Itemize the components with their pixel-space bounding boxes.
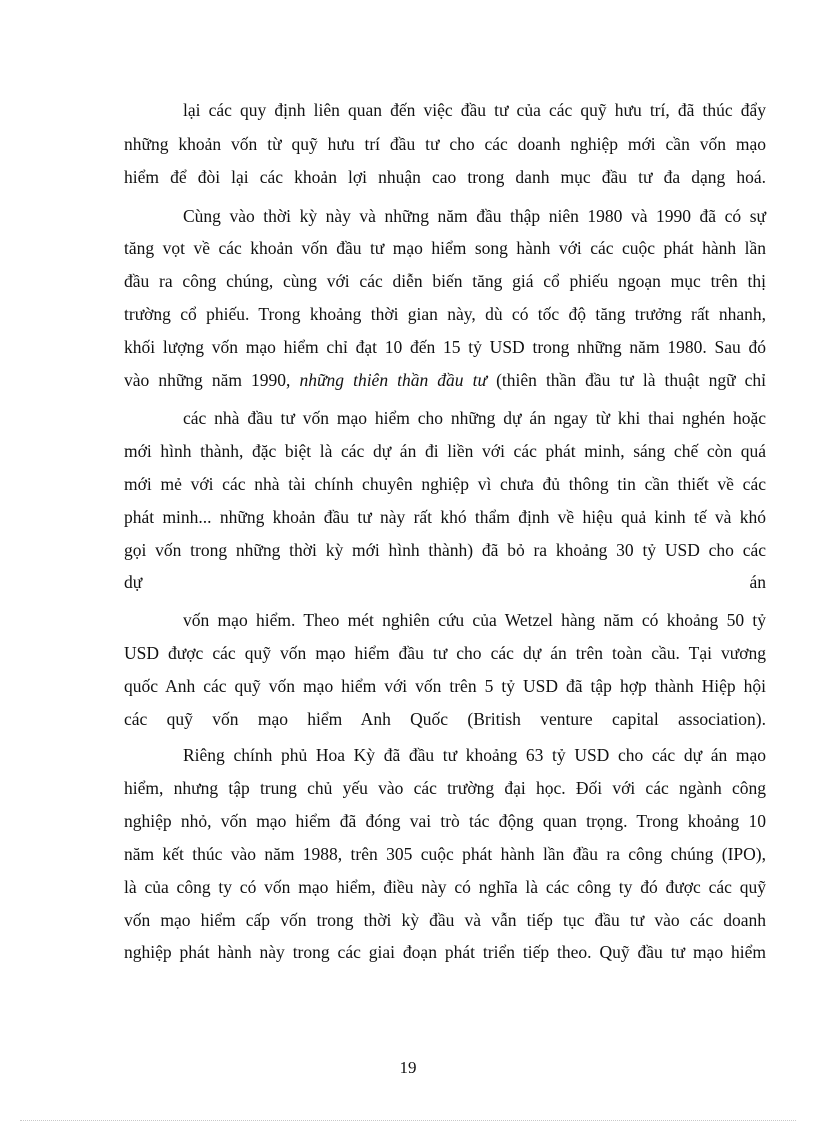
spread-line — [124, 571, 766, 593]
paragraph-line: tăng vọt về các khoản vốn đầu tư mạo hiểm song hành với các cuộc phát hành lần — [124, 238, 766, 258]
paragraph-line: các nhà đầu tư vốn mạo hiểm cho những dự án ngay từ khi thai nghén hoặc — [183, 408, 766, 428]
paragraph-line: năm kết thúc vào năm 1988, trên 305 cuộc phát hành lần đầu ra công chúng (IPO), — [124, 844, 766, 864]
page-number: 19 — [399, 1058, 417, 1077]
italic-term: những thiên thần đầu tư — [299, 370, 488, 390]
paragraph-line: các quỹ vốn mạo hiểm Anh Quốc (British venture capital association). — [124, 709, 766, 729]
paragraph-line: quốc Anh các quỹ vốn mạo hiểm với vốn trên 5 tỷ USD đã tập hợp thành Hiệp hội — [124, 676, 766, 696]
paragraph-line: vốn mạo hiểm cấp vốn trong thời kỳ đầu và vẫn tiếp tục đầu tư vào các doanh — [124, 910, 766, 930]
paragraph-line: nghiệp phát hành này trong các giai đoạn phát triển tiếp theo. Quỹ đầu tư mạo hiểm — [124, 942, 766, 962]
text-segment: dự — [124, 572, 143, 592]
paragraph-line: phát minh... những khoản đầu tư này rất khó thẩm định về hiệu quả kinh tế và khó — [124, 507, 766, 527]
text-segment: vào những năm 1990, — [124, 370, 300, 390]
paragraph-line: là của công ty có vốn mạo hiểm, điều này có nghĩa là các công ty đó được các quỹ — [124, 877, 766, 897]
paragraph-line: Riêng chính phủ Hoa Kỳ đã đầu tư khoảng 63 tỷ USD cho các dự án mạo — [183, 745, 766, 765]
page-bottom-divider — [20, 1120, 796, 1121]
text-segment: (thiên thần đầu tư là thuật ngữ chỉ — [487, 370, 766, 390]
paragraph-line: hiểm, nhưng tập trung chủ yếu vào các trường đại học. Đối với các ngành công — [124, 778, 766, 798]
paragraph-line: mới mẻ với các nhà tài chính chuyên nghiệp vì chưa đủ thông tin cần thiết về các — [124, 474, 766, 494]
paragraph-line-with-italic — [124, 369, 766, 391]
paragraph-line: nghiệp nhỏ, vốn mạo hiểm đã đóng vai trò tác động quan trọng. Trong khoảng 10 — [124, 811, 766, 831]
paragraph-line: hiểm để đòi lại các khoản lợi nhuận cao trong danh mục đầu tư đa dạng hoá. — [124, 167, 766, 187]
paragraph-line: mới hình thành, đặc biệt là các dự án đi liền với các phát minh, sáng chế còn quá — [124, 441, 766, 461]
paragraph-line: trường cổ phiếu. Trong khoảng thời gian này, dù có tốc độ tăng trưởng rất nhanh, — [124, 304, 766, 324]
paragraph-line: gọi vốn trong những thời kỳ mới hình thành) đã bỏ ra khoảng 30 tỷ USD cho các — [124, 540, 766, 560]
text-segment: án — [749, 572, 766, 592]
paragraph-line: khối lượng vốn mạo hiểm chỉ đạt 10 đến 15 tỷ USD trong những năm 1980. Sau đó — [124, 337, 766, 357]
paragraph-line: những khoản vốn từ quỹ hưu trí đầu tư cho các doanh nghiệp mới cần vốn mạo — [124, 134, 766, 154]
paragraph-line: Cùng vào thời kỳ này và những năm đầu thập niên 1980 và 1990 đã có sự — [183, 206, 766, 226]
paragraph-line: lại các quy định liên quan đến việc đầu tư của các quỹ hưu trí, đã thúc đẩy — [183, 100, 766, 120]
paragraph-line: vốn mạo hiểm. Theo mét nghiên cứu của Wetzel hàng năm có khoảng 50 tỷ — [183, 610, 766, 630]
paragraph-line: USD được các quỹ vốn mạo hiểm đầu tư cho các dự án trên toàn cầu. Tại vương — [124, 643, 766, 663]
paragraph-line: đầu ra công chúng, cùng với các diễn biến tăng giá cổ phiếu ngoạn mục trên thị — [124, 271, 766, 291]
